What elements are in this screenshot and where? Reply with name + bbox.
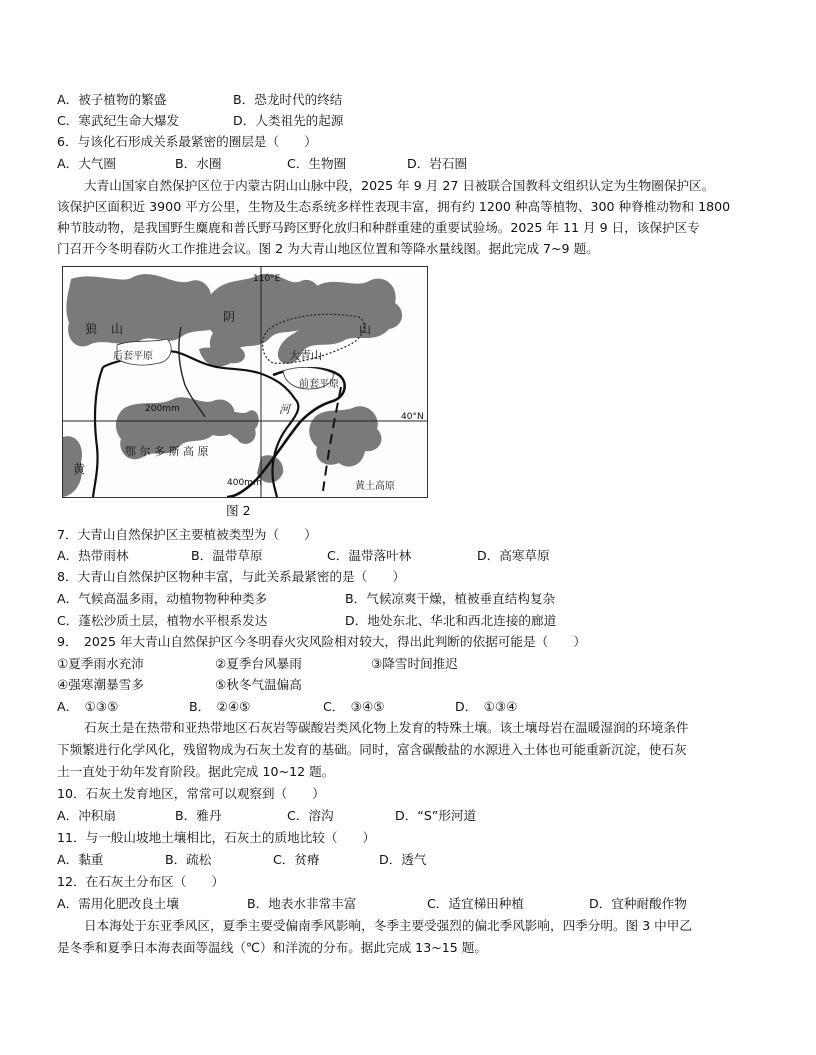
item-1: ①夏季雨水充沛 [57, 656, 144, 671]
option-d[interactable]: D．宜种耐酸作物 [589, 896, 687, 911]
q7-stem: 7．大青山自然保护区主要植被类型为（ ） [57, 527, 317, 542]
option-c[interactable]: C．贫瘠 [273, 852, 320, 867]
label-yin: 阴 [223, 310, 236, 324]
option-a[interactable]: A．需用化肥改良土壤 [57, 896, 179, 911]
option-d[interactable]: D．高寒草原 [477, 548, 550, 563]
passage-line: 日本海处于东亚季风区，夏季主要受偏南季风影响，冬季主要受强烈的偏北季风影响，四季分明。图 3 中甲乙 [84, 918, 692, 933]
q9-stem: 9． 2025 年大青山自然保护区今冬明春火灾风险相对较大，得出此判断的依据可能是（ ） [57, 634, 586, 649]
option-a[interactable]: A．被子植物的繁盛 [57, 92, 167, 107]
label-he: 河 [279, 403, 290, 416]
option-b[interactable]: B．疏松 [165, 852, 212, 867]
option-b[interactable]: B．温带草原 [191, 548, 263, 563]
option-a[interactable]: A． ①③⑤ [57, 699, 119, 714]
option-d[interactable]: D． ①③④ [455, 699, 518, 714]
label-huang: 黄 [73, 462, 86, 476]
label-qiantao-plain: 前套平原 [299, 379, 339, 390]
label-houtao-plain: 后套平原 [113, 351, 153, 362]
q6-stem: 6．与该化石形成关系最紧密的圈层是（ ） [57, 134, 317, 149]
option-b[interactable]: B．水圈 [175, 156, 222, 171]
label-400mm: 400mm [227, 478, 262, 488]
option-c[interactable]: C．蓬松沙质土层，植物水平根系发达 [57, 613, 268, 628]
option-a[interactable]: A．热带雨林 [57, 548, 129, 563]
label-ordos: 鄂 尔 多 斯 高 原 [125, 445, 209, 458]
q12-stem: 12．在石灰土分布区（ ） [57, 874, 225, 889]
figure-caption: 图 2 [226, 503, 251, 518]
q11-stem: 11．与一般山坡地土壤相比，石灰土的质地比较（ ） [57, 830, 376, 845]
option-d[interactable]: D．地处东北、华北和西北连接的廊道 [345, 613, 557, 628]
item-3: ③降雪时间推迟 [371, 656, 458, 671]
label-shan-east: 山 [359, 322, 372, 336]
passage-line: 种节肢动物，是我国野生麋鹿和普氏野马跨区野化放归和种群重建的重要试验场。2025 年 11 月 9 日，该保护区专 [57, 220, 700, 235]
q8-stem: 8．大青山自然保护区物种丰富，与此关系最紧密的是（ ） [57, 569, 406, 584]
option-b[interactable]: B．气候凉爽干燥，植被垂直结构复杂 [345, 591, 556, 606]
option-c[interactable]: C．适宜梯田种植 [427, 896, 524, 911]
item-5: ⑤秋冬气温偏高 [215, 677, 302, 692]
option-a[interactable]: A．大气圈 [57, 156, 116, 171]
label-shan-west: 山 [111, 322, 124, 336]
option-d[interactable]: D．“S”形河道 [395, 808, 477, 823]
map-svg [63, 267, 427, 497]
label-lang: 狼 [85, 322, 98, 336]
item-2: ②夏季台风暴雨 [215, 656, 302, 671]
item-4: ④强寒潮暴雪多 [57, 677, 144, 692]
passage-line: 门召开今冬明春防火工作推进会议。图 2 为大青山地区位置和等降水量线图。据此完成 7~9 题。 [57, 241, 599, 256]
passage-line: 是冬季和夏季日本海表面等温线（℃）和洋流的分布。据此完成 13~15 题。 [57, 940, 487, 955]
option-c[interactable]: C．寒武纪生命大爆发 [57, 113, 180, 128]
q10-stem: 10．石灰土发育地区，常常可以观察到（ ） [57, 786, 325, 801]
option-a[interactable]: A．冲积扇 [57, 808, 116, 823]
passage-line: 石灰土是在热带和亚热带地区石灰岩等碳酸岩类风化物上发育的特殊土壤。该土壤母岩在温暖湿润的环境条件 [84, 720, 689, 735]
passage-line: 下频繁进行化学风化，残留物成为石灰土发育的基础。同时，富含碳酸盐的水源进入土体也可能重新沉淀，使石灰 [57, 742, 687, 757]
option-b[interactable]: B． ②④⑤ [189, 699, 251, 714]
daqingshan-map [62, 266, 428, 498]
option-c[interactable]: C． ③④⑤ [323, 699, 385, 714]
yellow-river-west [93, 367, 103, 497]
terrain-shading [63, 274, 402, 497]
option-b[interactable]: B．地表水非常丰富 [247, 896, 357, 911]
passage-line: 土一直处于幼年发育阶段。据此完成 10~12 题。 [57, 764, 335, 779]
option-b[interactable]: B．恐龙时代的终结 [233, 92, 343, 107]
label-110e: 110°E [253, 274, 281, 284]
label-200mm: 200mm [145, 404, 180, 414]
option-a[interactable]: A．黏重 [57, 852, 104, 867]
option-c[interactable]: C．温带落叶林 [327, 548, 412, 563]
passage-line: 该保护区面积近 3900 平方公里，生物及生态系统多样性表现丰富，拥有约 1200 种高等植物、300 种脊椎动物和 1800 [57, 199, 731, 214]
option-c[interactable]: C．溶沟 [287, 808, 334, 823]
label-40n: 40°N [401, 412, 424, 422]
option-d[interactable]: D．岩石圈 [407, 156, 468, 171]
label-loess-plateau: 黄土高原 [355, 481, 395, 492]
option-a[interactable]: A．气候高温多雨，动植物物种种类多 [57, 591, 268, 606]
option-c[interactable]: C．生物圈 [287, 156, 347, 171]
option-d[interactable]: D．透气 [379, 852, 427, 867]
label-daqingshan: 大青山 [289, 349, 322, 362]
option-b[interactable]: B．雅丹 [175, 808, 222, 823]
option-d[interactable]: D．人类祖先的起源 [233, 113, 344, 128]
passage-line: 大青山国家自然保护区位于内蒙古阴山山脉中段，2025 年 9 月 27 日被联合国教科文组织认定为生物圈保护区。 [84, 178, 715, 193]
